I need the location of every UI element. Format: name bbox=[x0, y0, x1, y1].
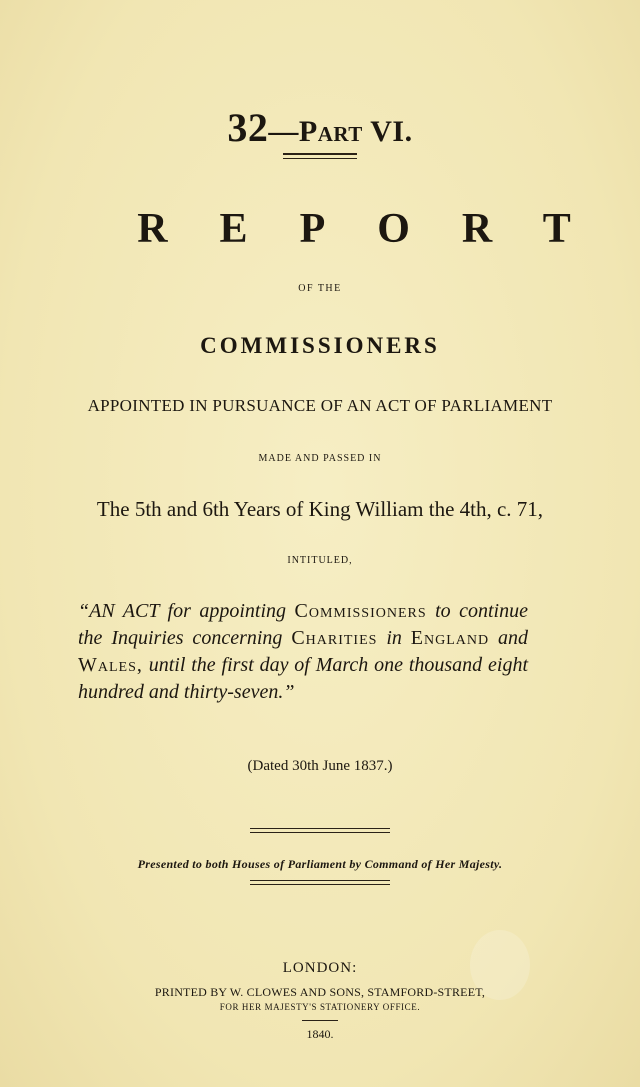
act-charities: Charities bbox=[291, 627, 378, 649]
appointed-line: APPOINTED IN PURSUANCE OF AN ACT OF PARLIAMENT bbox=[87, 396, 553, 415]
dated-line: (Dated 30th June 1837.) bbox=[247, 758, 393, 774]
act-title-part-1: AN ACT for appointing bbox=[89, 600, 295, 622]
report-heading: REPORT bbox=[137, 206, 623, 252]
years-line: The 5th and 6th Years of King William the 4th, c. 71, bbox=[96, 497, 544, 521]
part-label: Part VI. bbox=[298, 115, 413, 148]
close-quote: ” bbox=[283, 681, 295, 703]
imprint-year: 1840. bbox=[306, 1027, 334, 1041]
divider-rule bbox=[250, 828, 390, 833]
act-commissioners: Commissioners bbox=[294, 600, 427, 622]
act-title-part-4: and bbox=[489, 627, 529, 649]
divider-rule bbox=[302, 1020, 338, 1021]
open-quote: “ bbox=[78, 600, 90, 622]
act-title bbox=[78, 598, 528, 706]
act-title-part-2: to continue the Inquiries concerning bbox=[78, 600, 528, 649]
commissioners-heading: COMMISSIONERS bbox=[200, 333, 440, 358]
part-number: 32 bbox=[227, 105, 269, 150]
divider-rule bbox=[250, 880, 390, 885]
part-heading bbox=[0, 104, 640, 151]
part-dash: — bbox=[268, 115, 299, 148]
act-wales: Wales, bbox=[78, 654, 143, 676]
intituled-label: INTITULED, bbox=[287, 555, 353, 566]
imprint-printer: PRINTED BY W. CLOWES AND SONS, STAMFORD-STREET, bbox=[154, 985, 486, 999]
of-the-label: OF THE bbox=[298, 283, 342, 294]
act-title-part-5: until the first day of March one thousand eight hundred and thirty-seven. bbox=[78, 654, 528, 703]
divider-rule bbox=[283, 153, 357, 159]
made-passed-label: MADE AND PASSED IN bbox=[258, 453, 382, 464]
act-england: England bbox=[410, 627, 490, 649]
act-title-part-3: in bbox=[377, 627, 411, 649]
imprint-office: FOR HER MAJESTY'S STATIONERY OFFICE. bbox=[219, 1002, 421, 1012]
imprint-city: LONDON: bbox=[282, 960, 358, 976]
presented-line: Presented to both Houses of Parliament by Command of Her Majesty. bbox=[137, 857, 503, 871]
